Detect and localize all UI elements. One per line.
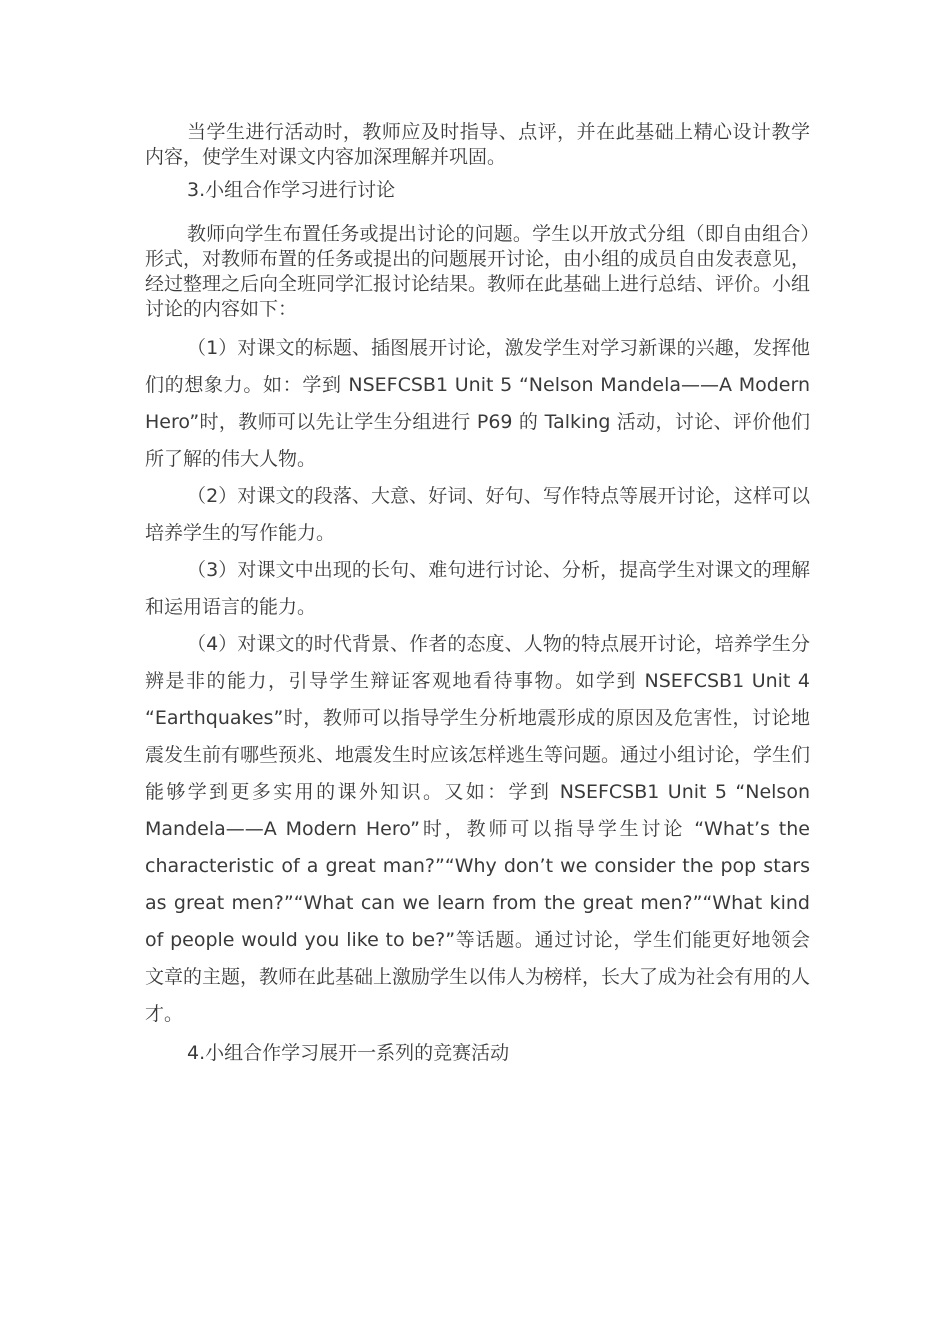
- list-item-2: （2）对课文的段落、大意、好词、好句、写作特点等展开讨论，这样可以培养学生的写作能力。: [145, 485, 810, 544]
- list-item-3: （3）对课文中出现的长句、难句进行讨论、分析，提高学生对课文的理解和运用语言的能力。: [145, 559, 810, 618]
- paragraph-discussion-setup: 教师向学生布置任务或提出讨论的问题。学生以开放式分组（即自由组合）形式，对教师布置的任务或提出的问题展开讨论，由小组的成员自由发表意见，经过整理之后向全班同学汇报讨论结果。教师在此基础上进行总结、评价。小组讨论的内容如下：: [145, 223, 811, 320]
- list-item-1: （1）对课文的标题、插图展开讨论，激发学生对学习新课的兴趣，发挥他们的想象力。如：学到 NSEFCSB1 Unit 5 “Nelson Mandela——A Modern Hero”时，教师可以先让学生分组进行 P69 的 Talking 活动，讨论、评价他们所了解的伟大人物。: [145, 337, 810, 470]
- document-page: [145, 120, 810, 1085]
- paragraph-intro: 当学生进行活动时，教师应及时指导、点评，并在此基础上精心设计教学内容，使学生对课文内容加深理解并巩固。: [145, 121, 810, 168]
- section-heading-4: 4.小组合作学习展开一系列的竞赛活动: [187, 1042, 510, 1064]
- section-heading-3: 3.小组合作学习进行讨论: [187, 179, 396, 201]
- list-item-4: （4）对课文的时代背景、作者的态度、人物的特点展开讨论，培养学生分辨是非的能力，引导学生辩证客观地看待事物。如学到 NSEFCSB1 Unit 4 “Earthquakes”时，教师可以指导学生分析地震形成的原因及危害性，讨论地震发生前有哪些预兆、地震发生时应该怎样逃生等问题。通过小组讨论，学生们能够学到更多实用的课外知识。又如：学到 NSEFCSB1 Unit 5 “Nelson Mandela——A Modern Hero”时，教师可以指导学生讨论 “What’s the characteristic of a great man?”“Why don’t we consider the pop stars as great men?”“What can we learn from the great men?”“What kind of people would you like to be?”等话题。通过讨论，学生们能更好地领会文章的主题，教师在此基础上激励学生以伟人为榜样，长大了成为社会有用的人才。: [145, 633, 811, 1025]
